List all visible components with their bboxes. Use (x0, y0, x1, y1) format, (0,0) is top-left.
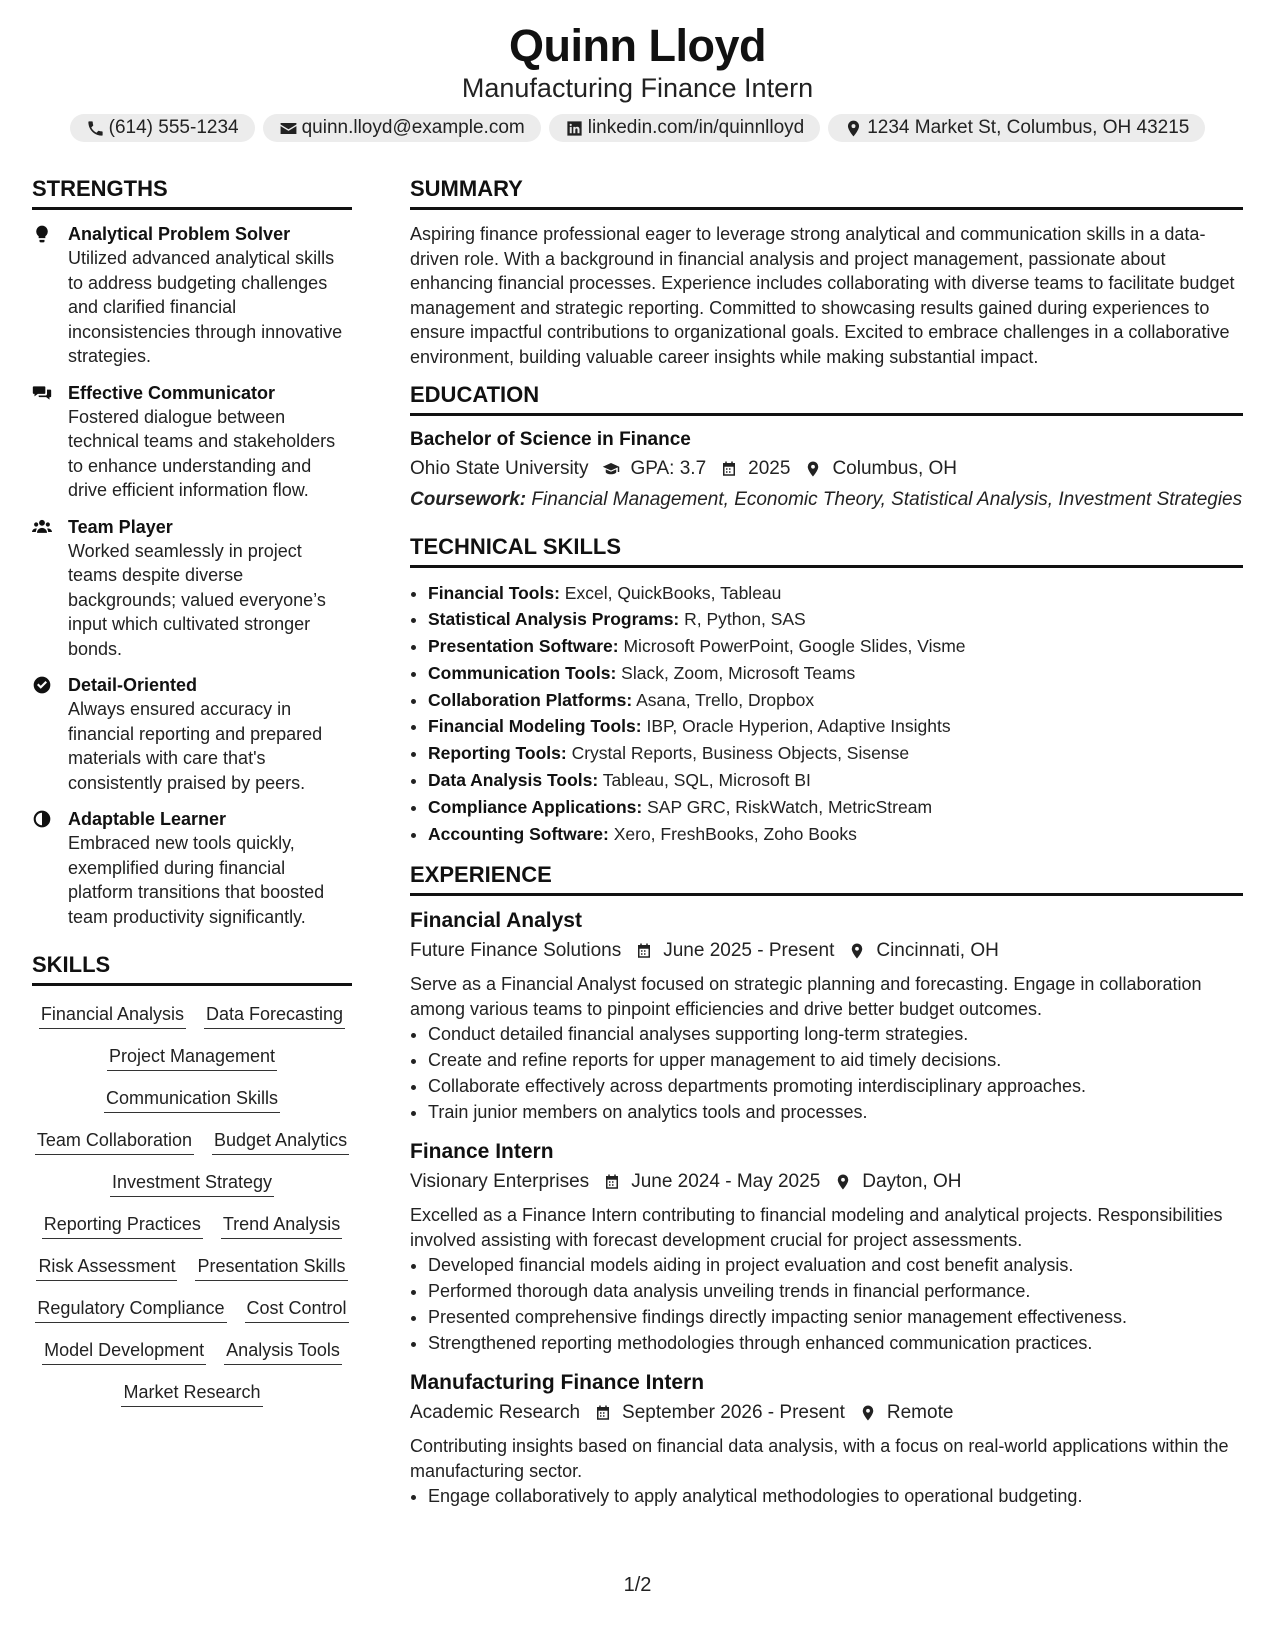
list-item: • Engage collaboratively to apply analytical methodologies to operational budgeting. (428, 1483, 1243, 1509)
skill-tag: Communication Skills (104, 1086, 280, 1113)
check-circle-icon (32, 675, 52, 695)
job-meta (410, 1169, 1243, 1195)
left-column (32, 175, 352, 1407)
education-meta (410, 456, 1243, 482)
calendar-icon (594, 1404, 612, 1422)
job-bullets (410, 1021, 1243, 1125)
list-item (428, 821, 1243, 848)
skill-category: Financial Modeling Tools: (428, 716, 642, 737)
skill-values: Excel, QuickBooks, Tableau (564, 582, 782, 603)
page-number: 1/2 (623, 1574, 652, 1596)
strength-description: Worked seamlessly in project teams despite diverse backgrounds; valued everyone’s input which cultivated stronger bonds. (68, 540, 326, 659)
list-item: • Create and refine reports for upper management to aid timely decisions. (428, 1047, 1243, 1073)
strength-title: Analytical Problem Solver (68, 224, 291, 244)
skill-tag: Investment Strategy (110, 1170, 274, 1197)
strength-item (32, 807, 352, 929)
education-heading: EDUCATION (410, 381, 1243, 416)
school-name: Ohio State University (410, 458, 589, 479)
gpa: GPA: 3.7 (630, 458, 707, 479)
technical-skills-list (410, 580, 1243, 848)
skill-tag: Analysis Tools (224, 1338, 342, 1365)
job-entry (410, 1370, 1243, 1509)
skill-values: Slack, Zoom, Microsoft Teams (621, 662, 856, 683)
job-title: Manufacturing Finance Intern (410, 1371, 705, 1395)
skill-values: R, Python, SAS (684, 609, 806, 630)
job-title: Financial Analyst (410, 909, 582, 933)
summary-heading: SUMMARY (410, 175, 1243, 210)
location-pin-icon (859, 1404, 877, 1422)
technical-skills-heading: TECHNICAL SKILLS (410, 533, 1243, 568)
job-dates: June 2024 - May 2025 (631, 1171, 821, 1193)
skill-values: Crystal Reports, Business Objects, Sisense (571, 743, 910, 764)
users-icon (32, 517, 52, 537)
coursework-label: Coursework: (410, 489, 527, 510)
right-column (410, 175, 1243, 1523)
job-entry (410, 908, 1243, 1125)
strengths-heading: STRENGTHS (32, 175, 352, 210)
list-item: • Presented comprehensive findings directly impacting senior management effectiveness. (428, 1304, 1243, 1330)
location-pin-icon (844, 119, 863, 138)
job-location: Remote (886, 1402, 954, 1424)
contact-email[interactable] (263, 114, 541, 142)
list-item: • Developed financial models aiding in project evaluation and cost benefit analysis. (428, 1252, 1243, 1278)
skill-category: Statistical Analysis Programs: (428, 609, 680, 630)
job-location: Cincinnati, OH (876, 940, 999, 962)
coursework-list: Financial Management, Economic Theory, Statistical Analysis, Investment Strategies (531, 489, 1243, 510)
calendar-icon (603, 1173, 621, 1191)
contact-linkedin[interactable] (549, 114, 821, 142)
strength-item (32, 673, 352, 795)
location-pin-icon (848, 942, 866, 960)
list-item (428, 606, 1243, 633)
graduation-cap-icon (602, 460, 620, 478)
list-item (428, 794, 1243, 821)
candidate-name: Quinn Lloyd (509, 20, 766, 71)
linkedin-text: linkedin.com/in/quinnlloyd (587, 117, 805, 138)
graduation-year: 2025 (748, 458, 791, 479)
skill-tag: Financial Analysis (39, 1002, 186, 1029)
candidate-title: Manufacturing Finance Intern (461, 73, 814, 103)
job-bullets (410, 1252, 1243, 1356)
job-description: Serve as a Financial Analyst focused on strategic planning and forecasting. Engage in collaboration among various teams to pinpoint efficiencies and drive better budget outcomes. (410, 974, 1202, 1019)
list-item (428, 767, 1243, 794)
strength-description: Always ensured accuracy in financial reporting and prepared materials with care that's consistently praised by peers. (68, 699, 323, 793)
comments-icon (32, 383, 52, 403)
skill-category: Collaboration Platforms: (428, 689, 633, 710)
phone-icon (86, 119, 105, 138)
school-location: Columbus, OH (832, 458, 958, 479)
contact-address[interactable] (828, 114, 1205, 142)
skills-heading: SKILLS (32, 951, 352, 986)
job-title: Finance Intern (410, 1140, 554, 1164)
list-item: • Strengthened reporting methodologies through enhanced communication practices. (428, 1330, 1243, 1356)
skill-tag: Data Forecasting (204, 1002, 345, 1029)
skill-tag: Risk Assessment (36, 1254, 177, 1281)
resume-header (0, 18, 1275, 142)
linkedin-icon (565, 119, 584, 138)
list-item: • Train junior members on analytics tools and processes. (428, 1099, 1243, 1125)
company-name: Visionary Enterprises (410, 1171, 590, 1193)
skill-tag: Market Research (121, 1380, 262, 1407)
experience-heading: EXPERIENCE (410, 861, 1243, 896)
email-text: quinn.lloyd@example.com (301, 117, 525, 138)
job-description: Excelled as a Finance Intern contributing to financial modeling and analytical projects. Responsibilities involved assisting with forecast development crucial for project assessments. (410, 1205, 1223, 1250)
skills-list (32, 1002, 352, 1407)
strength-title: Adaptable Learner (68, 809, 227, 829)
contact-phone[interactable] (70, 114, 255, 142)
skill-category: Financial Tools: (428, 582, 560, 603)
job-entry (410, 1139, 1243, 1356)
address-text: 1234 Market St, Columbus, OH 43215 (867, 117, 1190, 138)
skill-values: Asana, Trello, Dropbox (636, 689, 815, 710)
phone-text: (614) 555-1234 (108, 117, 239, 138)
strength-title: Team Player (68, 516, 173, 537)
skill-category: Presentation Software: (428, 636, 619, 657)
job-meta (410, 1400, 1243, 1426)
skill-category: Data Analysis Tools: (428, 770, 599, 791)
location-pin-icon (804, 460, 822, 478)
list-item (428, 580, 1243, 607)
strength-item (32, 222, 352, 369)
skill-values: Microsoft PowerPoint, Google Slides, Visme (623, 636, 966, 657)
skill-tag: Budget Analytics (212, 1128, 349, 1155)
list-item: • Performed thorough data analysis unveiling trends in financial performance. (428, 1278, 1243, 1304)
skill-tag: Reporting Practices (42, 1212, 203, 1239)
list-item (428, 633, 1243, 660)
skill-tag: Team Collaboration (35, 1128, 194, 1155)
job-description: Contributing insights based on financial data analysis, with a focus on real-world applications within the manufacturing sector. (410, 1436, 1229, 1481)
skill-tag: Model Development (42, 1338, 206, 1365)
job-bullets (410, 1483, 1243, 1509)
lightbulb-icon (32, 224, 52, 244)
degree: Bachelor of Science in Finance (410, 429, 691, 450)
summary-text: Aspiring finance professional eager to leverage strong analytical and communication skills in a data-driven role. With a background in financial analysis and project management, passionate about enhancing financial processes. Experience includes collaborating with diverse teams to facilitate budget management and strategic reporting. Committed to showcasing results gained during experiences to ensure impactful contributions to organizational goals. Excited to embrace challenges in a collaborative environment, building valuable career insights while making substantial impact. (410, 224, 1235, 367)
location-pin-icon (834, 1173, 852, 1191)
list-item (428, 740, 1243, 767)
skill-values: IBP, Oracle Hyperion, Adaptive Insights (646, 716, 951, 737)
skill-tag: Cost Control (245, 1296, 349, 1323)
company-name: Future Finance Solutions (410, 940, 622, 962)
strength-item (32, 515, 352, 662)
strength-description: Embraced new tools quickly, exemplified during financial platform transitions that boosted team productivity significantly. (68, 833, 325, 927)
list-item (428, 660, 1243, 687)
list-item: • Collaborate effectively across departments promoting interdisciplinary approaches. (428, 1073, 1243, 1099)
skill-tag: Trend Analysis (221, 1212, 342, 1239)
skill-values: Tableau, SQL, Microsoft BI (602, 770, 811, 791)
envelope-icon (279, 119, 298, 138)
company-name: Academic Research (410, 1402, 581, 1424)
list-item (428, 687, 1243, 714)
skill-category: Reporting Tools: (428, 743, 567, 764)
strength-description: Fostered dialogue between technical teams and stakeholders to enhance understanding and drive efficient information flow. (68, 406, 336, 500)
contact-bar (0, 114, 1275, 142)
strength-item (32, 381, 352, 503)
job-meta (410, 938, 1243, 964)
skill-category: Communication Tools: (428, 662, 617, 683)
half-circle-icon (32, 809, 52, 829)
job-location: Dayton, OH (862, 1171, 962, 1193)
coursework (410, 488, 1243, 513)
skill-values: SAP GRC, RiskWatch, MetricStream (647, 796, 933, 817)
skill-tag: Presentation Skills (195, 1254, 347, 1281)
skill-category: Accounting Software: (428, 823, 609, 844)
list-item (428, 713, 1243, 740)
skill-values: Xero, FreshBooks, Zoho Books (613, 823, 857, 844)
skill-category: Compliance Applications: (428, 796, 643, 817)
job-dates: September 2026 - Present (622, 1402, 845, 1424)
strength-title: Effective Communicator (68, 382, 276, 403)
strength-title: Detail-Oriented (68, 675, 198, 695)
list-item: • Conduct detailed financial analyses supporting long-term strategies. (428, 1021, 1243, 1047)
calendar-icon (635, 942, 653, 960)
calendar-icon (720, 460, 738, 478)
skill-tag: Project Management (107, 1044, 277, 1071)
job-dates: June 2025 - Present (663, 940, 835, 962)
strength-description: Utilized advanced analytical skills to address budgeting challenges and clarified financial inconsistencies through innovative strategies. (68, 248, 343, 366)
skill-tag: Regulatory Compliance (35, 1296, 226, 1323)
